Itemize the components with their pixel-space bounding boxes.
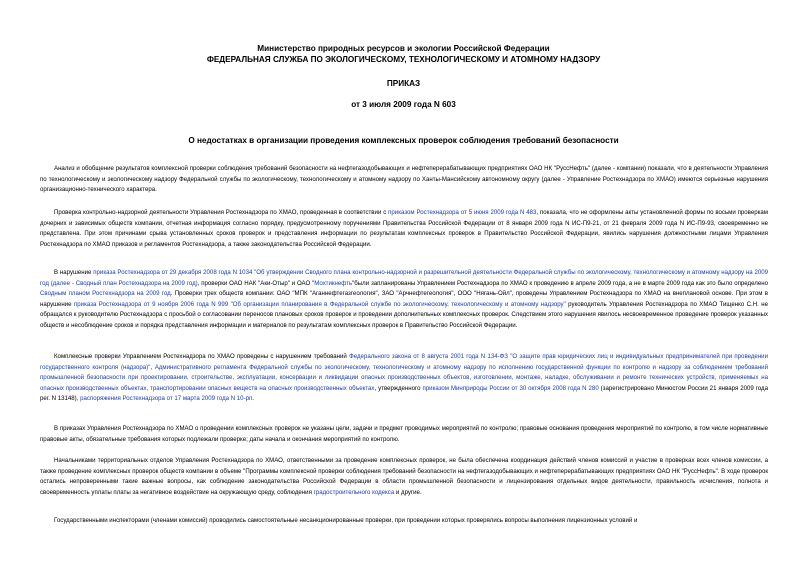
paragraph-3: В нарушение приказа Ростехнадзора от 29 декабря 2008 года N 1034 "Об утверждении Сводного плана контрольно-надзорной и разрешительной деятельности Федеральной службы по экологическому, технологическому и атомному надзору на 2009 год (далее - Сводный план Ростехнадзора на 2009 год), проверки ОАО НАК "Аки-Отыр" и ОАО "Мохтикнефть"были запланированы Управлением Ростехнадзора по ХМАО к проведению в апреле 2009 года, а не в марте 2009 года как это было определено Сводным планом Ростехнадзора на 2009 год. Проверки трех обществ компании: ОАО "МПК "Аганнефтегазгеология", ЗАО "Арчнефтегеология", ООО "Нягань-Ойл", проведены Управлением Ростехнадзора по ХМАО на внеплановой основе. При этом в нарушение приказа Ростехнадзора от 9 ноября 2006 года N 999 "Об организации планирования в Федеральной службе по экологическому, технологическому и атомному надзору" руководитель Управления Ростехнадзора по ХМАО Тищенко С.Н. не обращался к руководителю Ростехнадзора с просьбой о согласовании переносов плановых сроков проверок и проведении дополнительных комплексных проверок. Следствием этого нарушения явилось несвоевременное проведение проверок указанных обществ и несоблюдение сроков и порядка представления информации и материалов по результатам комплексных проверок в Правительство Российской Федерации. <box>40 269 769 329</box>
service-name: ФЕДЕРАЛЬНАЯ СЛУЖБА ПО ЭКОЛОГИЧЕСКОМУ, ТЕХНОЛОГИЧЕСКОМУ И АТОМНОМУ НАДЗОРУ <box>206 55 601 64</box>
link-order-483[interactable]: приказом Ростехнадзора от 5 июня 2009 года N 483 <box>388 209 537 216</box>
document-type: ПРИКАЗ <box>386 79 421 88</box>
link-federal-law-134[interactable]: Федерального закона от 8 августа 2001 года N 134-ФЗ "О защите прав юридических лиц и индивидуальных предпринимателей при проведении государственного контроля (надзора)" <box>40 353 768 371</box>
paragraph-7: Государственными инспекторами (членами комиссий) проводились самостоятельные несанкционированные проверки, при проведении которых проверялись вопросы выполнения лицензионных условий и <box>54 517 638 524</box>
link-order-280[interactable]: приказом Минприроды России от 30 октября 2008 года N 280 <box>422 384 599 392</box>
link-urban-planning-code[interactable]: градостроительного кодекса <box>313 488 395 496</box>
link-order-10-rp[interactable]: распоряжения Ростехнадзора от 17 марта 2009 года N 10-рп <box>80 395 253 403</box>
document-title: О недостатках в организации проведения комплексных проверок соблюдения требований безопасности <box>188 136 619 145</box>
paragraph-6: Начальниками территориальных отделов Управления Ростехнадзора по ХМАО, ответственными за проведение комплексных проверок, не была обеспечена координация действий членов комиссий и участие в проверках всех членов комиссии, а также проведение комплексных проверок обществ компании в объеме "Программы комплексной проверки соблюдения требований безопасности на нефтегазодобывающих и нефтеперерабатывающих предприятиях ОАО НК "РуссНефть". В ходе проверок остались непроверенными такие важные вопросы, как соблюдение законодательства Российской Федерации в области промышленной безопасности и лицензирования отдельных видов деятельности, правильность исчисления, полнота и своевременность уплаты платы за негативное воздействие на окружающую среду, соблюдения градостроительного кодекса и другие. <box>40 457 768 496</box>
paragraph-1: Анализ и обобщение результатов комплексной проверки соблюдения требований безопасности на нефтегазодобывающих и нефтеперерабатывающих предприятиях ОАО НК "РуссНефть" (далее - компании) показали, что в деятельности Управления по технологическому и экологическому надзору Федеральной службы по экологическому, технологическому и атомному надзору по Ханты-Мансийскому автономному округу (далее - Управление Ростехнадзора по ХМАО) имеются серьезные нарушения организационно-технического характера. <box>40 165 768 194</box>
link-mokhtiknеft[interactable]: Мохтикнефть <box>314 279 353 287</box>
link-order-999[interactable]: приказа Ростехнадзора от 9 ноября 2006 года N 999 "Об организации планирования в Федеральной службе по экологическому, технологическому и атомному надзору" <box>73 300 566 308</box>
paragraph-2: Проверка контрольно-надзорной деятельности Управления Ростехнадзора по ХМАО, проведенная в соответствии с приказом Ростехнадзора от 5 июня 2009 года N 483, показала, что не оформлены акты установленной формы по восьми проверкам дочерних и зависимых обществ компании, отчетная информация согласно порядку, предусмотренному поручениями Правительства Российской Федерации от 8 января 2009 года N ИС-П9-21, от 21 февраля 2009 года N ИС-П9-93, своевременно не представлена. При этом причинами срыва установленных сроков проверок и представления информации по результатам комплексных проверок в Правительство Российской Федерации, явились нарушения должностными лицами Управления Ростехнадзора по ХМАО приказов и регламентов Ростехнадзора, а также законодательства Российской Федерации. <box>40 209 769 248</box>
paragraph-4: Комплексные проверки Управлением Ростехнадзора по ХМАО проведены с нарушением требований Федерального закона от 8 августа 2001 года N 134-ФЗ "О защите прав юридических лиц и индивидуальных предпринимателей при проведении государственного контроля (надзора)", Административного регламента Федеральной службы по экологическому, технологическому и атомному надзору по исполнению государственной функции по контролю и надзору за соблюдением требований промышленной безопасности при проектировании, строительстве, эксплуатации, консервации и ликвидации опасных производственных объектов, изготовлении, монтаже, наладке, обслуживании и ремонте технических устройств, применяемых на опасных производственных объектах, транспортировании опасных веществ на опасных производственных объектах, утвержденного приказом Минприроды России от 30 октября 2008 года N 280 (зарегистрировано Минюстом России 21 января 2009 года рег. N 13148), распоряжения Ростехнадзора от 17 марта 2009 года N 10-рп. <box>40 353 768 403</box>
document-date-number: от 3 июля 2009 года N 603 <box>351 100 456 109</box>
link-order-1034[interactable]: приказа Ростехнадзора от 29 декабря 2008 года N 1034 "Об утверждении Сводного плана контрольно-надзорной и разрешительной деятельности Федеральной службы по экологическому, технологическому и атомному надзору на 2009 год (далее - Сводный план Ростехнадзора на 2009 год) <box>40 269 768 287</box>
link-admin-regulation[interactable]: Административного регламента Федеральной службы по экологическому, технологическому и атомному надзору по исполнению государственной функции по контролю и надзору за соблюдением требований промышленной безопасности при проектировании, строительстве, эксплуатации, консервации и ликвидации опасных производственных объектов, изготовлении, монтаже, наладке, обслуживании и ремонте технических устройств, применяемых на опасных производственных объектах, транспортировании опасных веществ на опасных производственных объектах <box>40 363 768 392</box>
ministry-name: Министерство природных ресурсов и экологии Российской Федерации <box>257 44 550 53</box>
paragraph-5: В приказах Управления Ростехнадзора по ХМАО о проведении комплексных проверок не указаны цели, задачи и предмет проводимых мероприятий по контролю; правовые основания проведения мероприятий по контролю, в том числе нормативные правовые акты, обязательные требования которых подлежали проверке; даты начала и окончания мероприятий по контролю. <box>40 425 768 443</box>
link-summary-plan-2009[interactable]: Сводным планом Ростехнадзора на 2009 год <box>40 290 171 298</box>
